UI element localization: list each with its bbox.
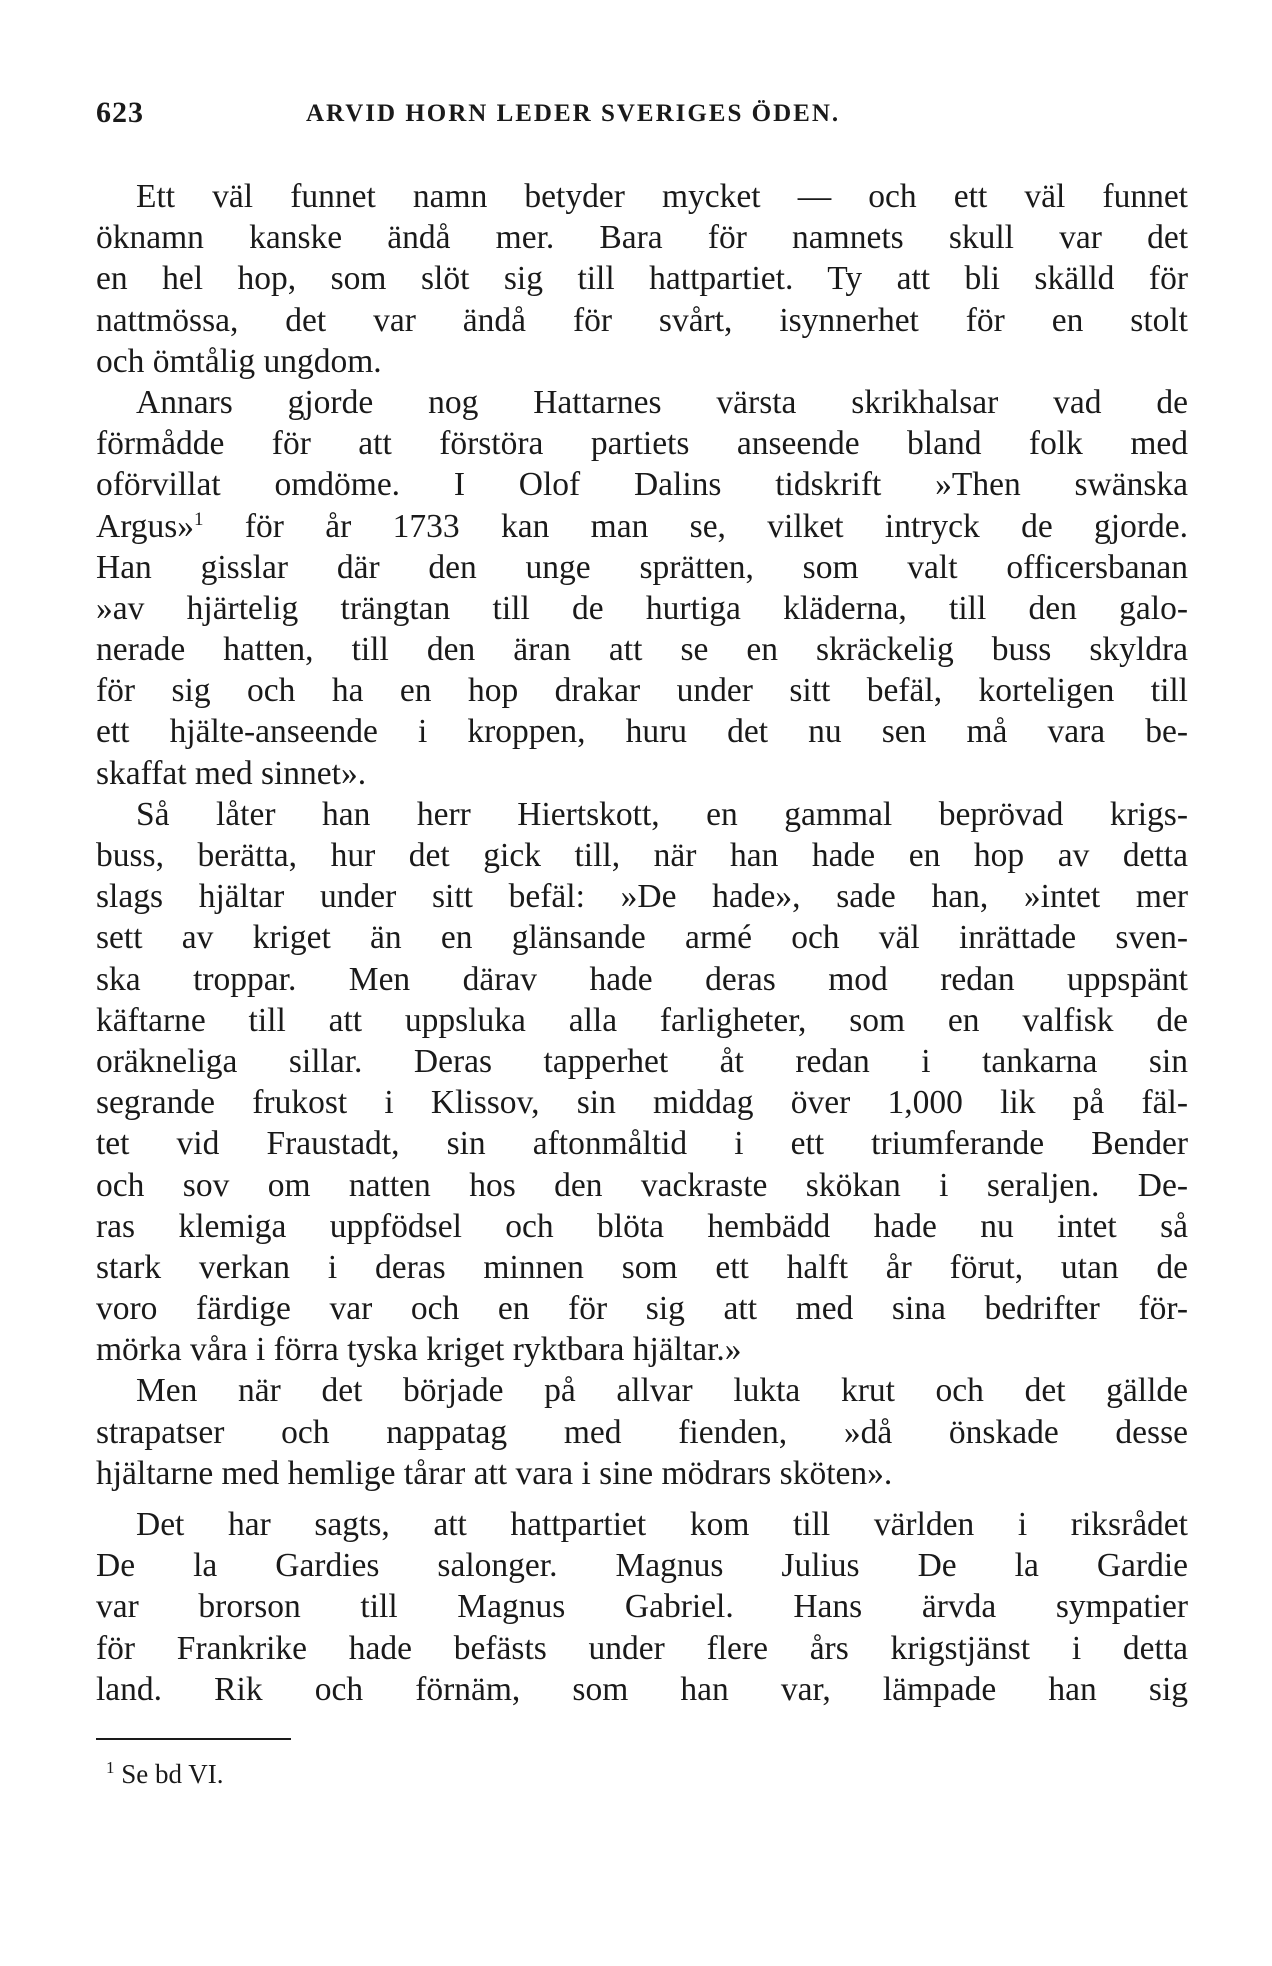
text-line: ska troppar. Men därav hade deras mod redan uppspänt <box>96 960 1188 998</box>
text-line: oräkneliga sillar. Deras tapperhet åt redan i tankarna sin <box>96 1042 1188 1080</box>
text-line: käftarne till att uppsluka alla farligheter, som en valfisk de <box>96 1001 1188 1039</box>
text-line: De la Gardies salonger. Magnus Julius De la Gardie <box>96 1547 1188 1585</box>
text-line: Det har sagts, att hattpartiet kom till världen i riksrådet <box>136 1506 1188 1543</box>
text-line: ett hjälte-anseende i kroppen, huru det nu sen må vara be- <box>96 713 1188 751</box>
text-line: för sig och ha en hop drakar under sitt befäl, korteligen till <box>96 672 1188 710</box>
text-line: slags hjältar under sitt befäl: »De hade», sade han, »intet mer <box>96 878 1188 916</box>
text-line: nattmössa, det var ändå för svårt, isynnerhet för en stolt <box>96 301 1188 339</box>
text-line: Ett väl funnet namn betyder mycket — och ett väl funnet <box>136 178 1188 215</box>
text-line: tet vid Fraustadt, sin aftonmåltid i ett triumferande Bender <box>96 1125 1188 1163</box>
text-line: strapatser och nappatag med fienden, »då önskade desse <box>96 1413 1188 1451</box>
text-line: öknamn kanske ändå mer. Bara för namnets skull var det <box>96 219 1188 257</box>
text-line: Han gisslar där den unge sprätten, som valt officersbanan <box>96 548 1188 586</box>
footnote-divider <box>96 1738 291 1740</box>
text-line: sett av kriget än en glänsande armé och väl inrättade sven- <box>96 919 1188 957</box>
footnote-marker: 1 <box>194 508 204 530</box>
paragraph-3 <box>96 794 1188 1371</box>
text-line: skaffat med sinnet». <box>96 754 367 792</box>
footnote <box>96 1758 1188 1790</box>
running-head <box>96 96 1188 136</box>
text-line: för Frankrike hade befästs under flere års krigstjänst i detta <box>96 1629 1188 1667</box>
text-line: ras klemiga uppfödsel och blöta hembädd hade nu intet så <box>96 1207 1188 1245</box>
running-title: ARVID HORN LEDER SVERIGES ÖDEN. <box>306 100 841 127</box>
text-line: »av hjärtelig trängtan till de hurtiga kläderna, till den galo- <box>96 589 1188 627</box>
body-text <box>96 176 1188 1710</box>
text-line: buss, berätta, hur det gick till, när han hade en hop av detta <box>96 837 1188 874</box>
text-line: en hel hop, som slöt sig till hattpartiet. Ty att bli skälld för <box>96 260 1188 298</box>
text-line: mörka våra i förra tyska kriget ryktbara hjältar.» <box>96 1331 742 1369</box>
text-line: var brorson till Magnus Gabriel. Hans ärvda sympatier <box>96 1588 1188 1626</box>
text-line: nerade hatten, till den äran att se en skräckelig buss skyldra <box>96 631 1188 669</box>
text-line: Så låter han herr Hiertskott, en gammal beprövad krigs- <box>136 795 1188 833</box>
text-line: hjältarne med hemlige tårar att vara i sine mödrars sköten». <box>96 1454 893 1492</box>
paragraph-4 <box>96 1370 1188 1494</box>
text-fragment: Argus» <box>96 507 195 545</box>
text-line: voro färdige var och en för sig att med sina bedrifter för- <box>96 1290 1188 1328</box>
text-line: förmådde för att förstöra partiets anseende bland folk med <box>96 425 1188 463</box>
text-line: och ömtålig ungdom. <box>96 342 382 380</box>
footnote-text: Se bd VI. <box>121 1758 224 1789</box>
text-line: Men när det började på allvar lukta krut och det gällde <box>136 1372 1188 1410</box>
book-page <box>96 96 1188 1790</box>
text-line: Annars gjorde nog Hattarnes värsta skrikhalsar vad de <box>136 383 1188 421</box>
text-line: land. Rik och förnäm, som han var, lämpade han sig <box>96 1670 1188 1708</box>
paragraph-1 <box>96 176 1188 382</box>
page-number: 623 <box>96 96 144 129</box>
paragraph-5 <box>96 1504 1188 1710</box>
text-line: oförvillat omdöme. I Olof Dalins tidskrift »Then swänska <box>96 466 1188 504</box>
paragraph-2 <box>96 382 1188 794</box>
text-line: segrande frukost i Klissov, sin middag över 1,000 lik på fäl- <box>96 1084 1188 1122</box>
text-fragment: för år 1733 kan man se, vilket intryck de gjorde. <box>244 507 1189 545</box>
footnote-marker: 1 <box>106 1757 115 1777</box>
text-line: och sov om natten hos den vackraste skökan i seraljen. De- <box>96 1166 1188 1204</box>
text-line-with-footnote <box>96 506 1188 547</box>
text-line: stark verkan i deras minnen som ett halft år förut, utan de <box>96 1248 1188 1286</box>
